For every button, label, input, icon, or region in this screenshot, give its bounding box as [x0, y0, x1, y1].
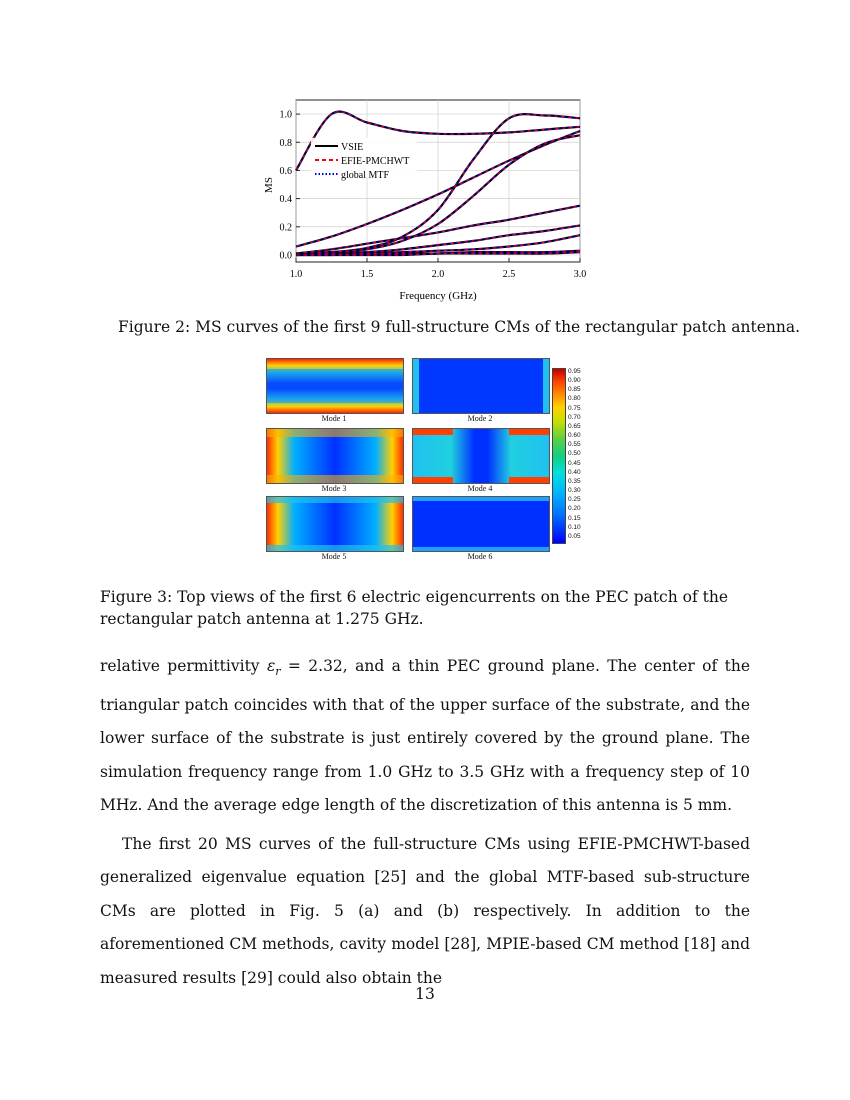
- mode-1-label: Mode 1: [321, 414, 347, 423]
- paragraph-1-rest: = 2.32, and a thin PEC ground plane. The center of the triangular patch coincides with that of the upper surface of the substrate, and the lower surface of the substrate is just entirely covered by the ground plane. The simulation frequency range from 1.0 GHz to 3.5 GHz with a frequency step of 10 MHz. And the average edge length of the discretization of this antenna is 5 mm.: [100, 657, 750, 815]
- x-tick-label: 1.5: [360, 269, 374, 280]
- colorbar-label: 0.90: [568, 377, 581, 385]
- colorbar-label: 0.35: [568, 477, 581, 485]
- y-tick-label: 0.8: [279, 137, 292, 149]
- colorbar-label: 0.50: [568, 450, 581, 458]
- epsilon-subscript: r: [275, 665, 281, 679]
- colorbar-label: 0.25: [568, 496, 581, 504]
- paragraph-2: The first 20 MS curves of the full-structure CMs using EFIE-PMCHWT-based generalized eigenvalue equation [25] and the global MTF-based sub-structure CMs are plotted in Fig. 5 (a) and (b) respectively. In addition to the aforementioned CM methods, cavity model [28], MPIE-based CM method [18] and measured results [29] could also obtain the: [100, 834, 750, 987]
- colorbar-label: 0.45: [568, 459, 581, 467]
- body-text: [100, 650, 750, 995]
- x-axis-label: Frequency (GHz): [399, 290, 477, 302]
- mode-6-label: Mode 6: [467, 552, 493, 561]
- colorbar-label: 0.40: [568, 468, 581, 476]
- ms-chart: [255, 95, 595, 305]
- mode-2-panel: [412, 358, 550, 414]
- eigencurrent-figure: [262, 356, 602, 568]
- mode-2-label: Mode 2: [467, 414, 493, 423]
- mode-5-label: Mode 5: [321, 552, 347, 561]
- colorbar: [552, 368, 566, 544]
- colorbar-label: 0.10: [568, 523, 581, 531]
- mode-5-panel: [266, 496, 404, 552]
- colorbar-label: 0.55: [568, 441, 581, 449]
- paragraph-1-start: relative permittivity: [100, 657, 267, 675]
- mode-4-label: Mode 4: [467, 484, 493, 493]
- colorbar-label: 0.60: [568, 432, 581, 440]
- mode-4-panel: [412, 428, 550, 484]
- legend-label-efie: EFIE-PMCHWT: [341, 156, 410, 167]
- mode-1-panel: [266, 358, 404, 414]
- colorbar-label: 0.80: [568, 395, 581, 403]
- mode-6-panel: [412, 496, 550, 552]
- legend-label-mtf: global MTF: [341, 170, 390, 181]
- legend: [311, 138, 417, 181]
- y-tick-label: 0.6: [279, 165, 292, 177]
- y-axis-label: MS: [263, 177, 275, 193]
- figure3-caption: Figure 3: Top views of the first 6 electric eigencurrents on the PEC patch of the rectangular patch antenna at 1.275 GHz.: [100, 588, 729, 628]
- colorbar-label: 0.65: [568, 422, 581, 430]
- colorbar-label: 0.30: [568, 487, 581, 495]
- figure2-caption: Figure 2: MS curves of the first 9 full-structure CMs of the rectangular patch antenna.: [118, 318, 801, 336]
- mode-3-label: Mode 3: [321, 484, 347, 493]
- x-tick-label: 1.0: [289, 269, 303, 280]
- colorbar-label: 0.70: [568, 413, 581, 421]
- paragraph-1: [100, 650, 750, 823]
- x-tick-label: 2.5: [502, 269, 516, 280]
- mode-3-panel: [266, 428, 404, 484]
- legend-label-vsie: VSIE: [341, 142, 364, 153]
- colorbar-label: 0.75: [568, 404, 581, 412]
- x-tick-label: 2.0: [431, 269, 445, 280]
- colorbar-label: 0.15: [568, 514, 581, 522]
- page-number: 13: [415, 985, 435, 1003]
- epsilon-symbol: ε: [266, 657, 276, 675]
- colorbar-label: 0.85: [568, 386, 581, 394]
- colorbar-label: 0.95: [568, 368, 581, 375]
- y-tick-label: 0.0: [279, 250, 292, 262]
- colorbar-label: 0.20: [568, 505, 581, 513]
- y-tick-label: 1.0: [279, 109, 292, 121]
- x-tick-label: 3.0: [573, 269, 587, 280]
- y-tick-label: 0.4: [279, 194, 292, 206]
- colorbar-label: 0.05: [568, 532, 581, 540]
- y-tick-label: 0.2: [279, 222, 292, 234]
